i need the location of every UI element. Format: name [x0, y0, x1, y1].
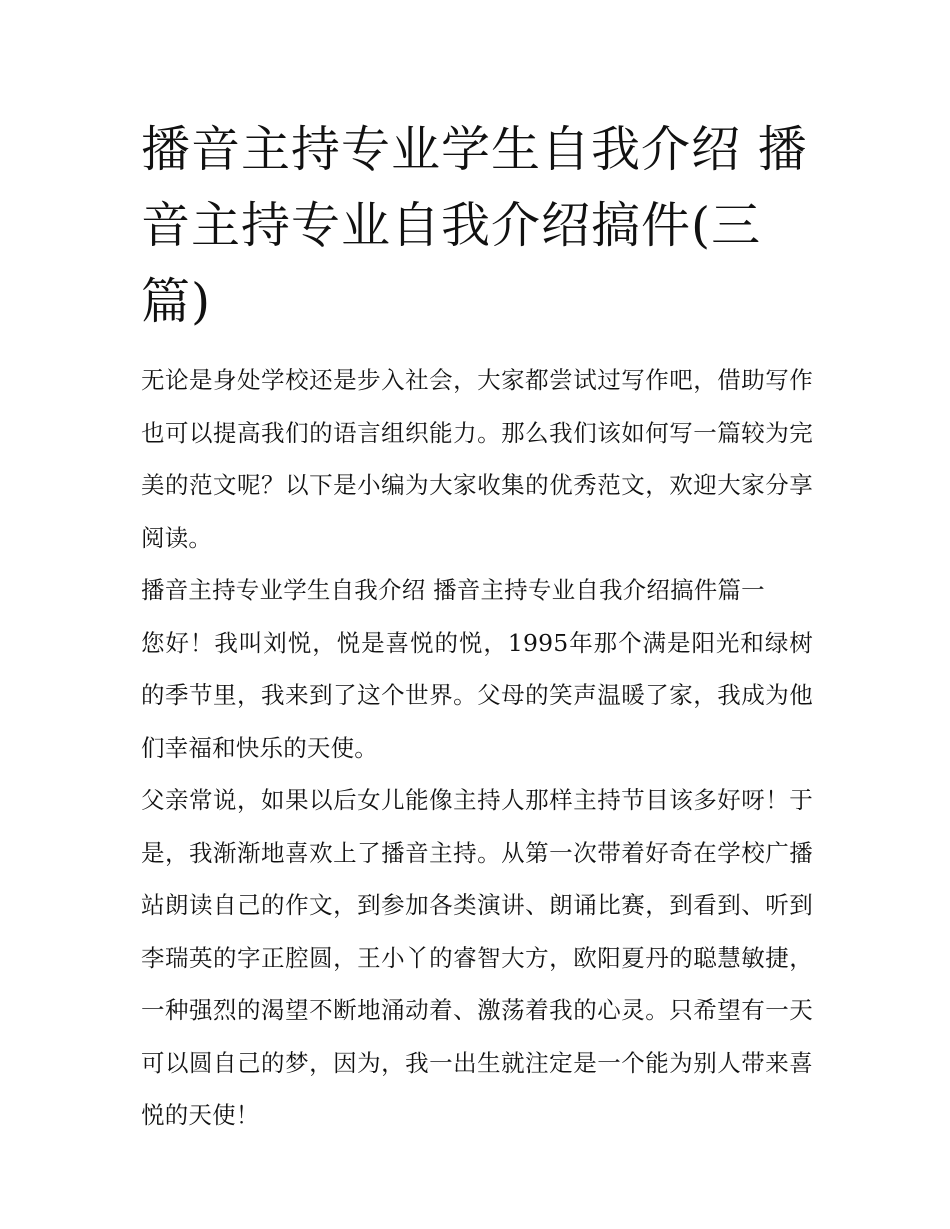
document-body	[141, 354, 813, 1142]
intro-paragraph: 无论是身处学校还是步入社会，大家都尝试过写作吧，借助写作也可以提高我们的语言组织能力。那么我们该如何写一篇较为完美的范文呢？以下是小编为大家收集的优秀范文，欢迎大家分享阅读。	[141, 366, 813, 552]
document-title: 播音主持专业学生自我介绍 播音主持专业自我介绍搞件(三篇)	[141, 121, 808, 330]
section-heading: 播音主持专业学生自我介绍 播音主持专业自我介绍搞件篇一	[141, 576, 765, 604]
body-paragraph: 您好！我叫刘悦，悦是喜悦的悦，1995年那个满是阳光和绿树的季节里，我来到了这个世界。父母的笑声温暖了家，我成为他们幸福和快乐的天使。	[141, 628, 813, 762]
document-page	[141, 112, 813, 1142]
body-paragraph: 父亲常说，如果以后女儿能像主持人那样主持节目该多好呀！于是，我渐渐地喜欢上了播音主持。从第一次带着好奇在学校广播站朗读自己的作文，到参加各类演讲、朗诵比赛，到看到、听到李瑞英的字正腔圆，王小丫的睿智大方，欧阳夏丹的聪慧敏捷，一种强烈的渴望不断地涌动着、激荡着我的心灵。只希望有一天可以圆自己的梦，因为，我一出生就注定是一个能为别人带来喜悦的天使！	[141, 786, 813, 1129]
